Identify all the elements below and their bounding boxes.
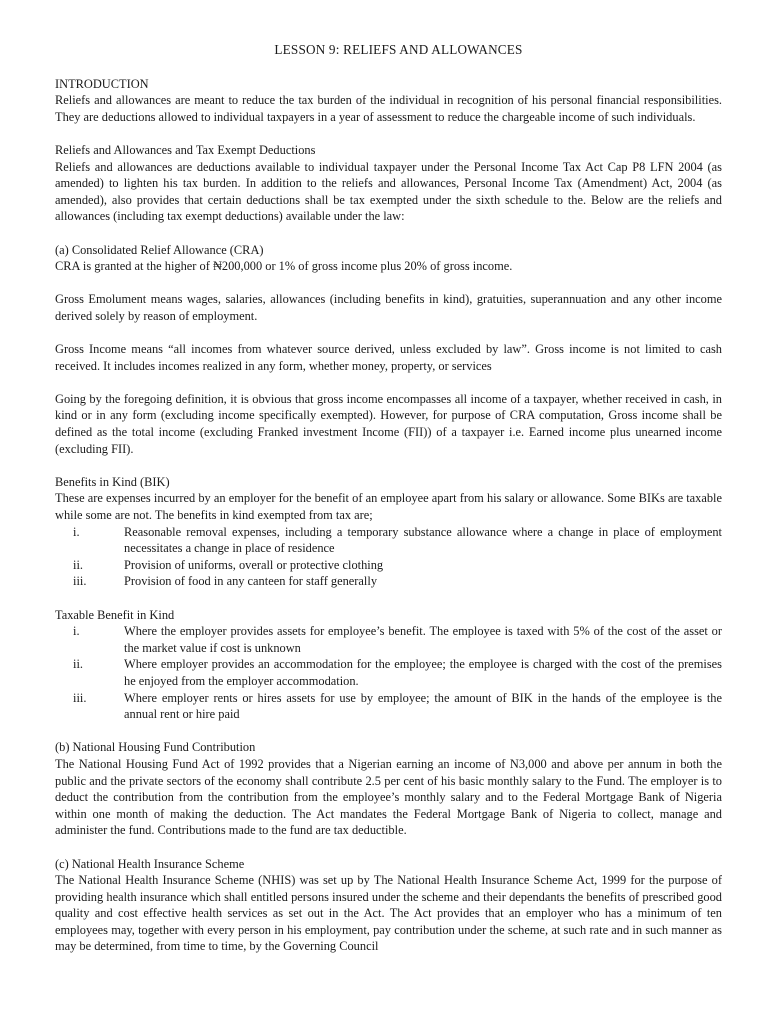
bik-intro (55, 490, 722, 523)
list-item-text: Where the employer provides assets for employee’s benefit. The employee is taxed with 5% of the cost of the asset or the market value if cost is unknown (124, 624, 722, 655)
list-item-number: iii. (73, 690, 87, 705)
section-gross-emolument (55, 291, 722, 324)
gross-income-paragraph (55, 341, 722, 374)
list-item-number: i. (73, 524, 80, 539)
section-cra (55, 242, 722, 275)
reliefs-heading: Reliefs and Allowances and Tax Exempt Deductions (55, 142, 316, 157)
bik-intro-tail: are; (351, 508, 373, 523)
nhis-text: The National Health Insurance Scheme (NHIS) was set up by The National Health Insurance Scheme Act, 1999 for the purpose of providing health insurance which shall entitled persons insured under the scheme and their dependants the benefits of prescribed good quality and cost effective health services as set out in the Act. The Act provides that an employer who has a minimum of ten employees may, together with every person in his employment, pay contribution under the scheme, at such rate and in such manner as may be determined, from time to time, by the Governing Council (55, 873, 722, 954)
introduction-heading: INTRODUCTION (55, 76, 149, 91)
bik-heading: Benefits in Kind (BIK) (55, 474, 170, 489)
list-item (55, 656, 722, 689)
list-item (55, 524, 722, 557)
section-bik (55, 474, 722, 590)
section-taxable-bik (55, 607, 722, 723)
list-item-number: ii. (73, 557, 83, 572)
section-foregoing (55, 391, 722, 457)
reliefs-text: Reliefs and allowances are deductions available to individual taxpayer under the Personal Income Tax Act Cap P8 LFN 2004 (as amended) to lighten his tax burden. In addition to the reliefs and allowances, Personal Income Tax (Amendment) Act, 2004 (as amended), also provides that certain deductions shall be tax exempted under the sixth schedule to the. Below are the reliefs and allowances (including tax exempt deductions) available under the law: (55, 159, 722, 224)
bik-intro-text: These are expenses incurred by an employer for the benefit of an employee apart from his salary or allowance. Some BIKs are taxable while some are not. The benefits in kind (55, 491, 722, 523)
taxable-bik-heading: Taxable Benefit in Kind (55, 607, 175, 622)
list-item-text: Where employer provides an accommodation for the employee; the employee is charged with the cost of the premises he enjoyed from the employer accommodation. (124, 657, 722, 688)
bik-exempt-list (55, 524, 722, 590)
cra-text: CRA is granted at the higher of ₦200,000 or 1% of gross income plus 20% of gross income. (55, 259, 513, 274)
list-item-text: Where employer rents or hires assets for use by employee; the amount of BIK in the hands of the employee is the annual rent or hire paid (124, 690, 722, 722)
page-title: LESSON 9: RELIEFS AND ALLOWANCES (274, 42, 523, 57)
list-item-number: ii. (73, 657, 83, 672)
section-introduction (55, 76, 722, 126)
list-item-text: Provision of food in any canteen for staff generally (124, 574, 378, 589)
gross-emolument-text: means wages, salaries, allowances (including benefits in kind), gratuities, superannuation and any other income derived solely by reason of employment. (55, 292, 722, 323)
list-item (55, 573, 722, 590)
cra-heading: (a) Consolidated Relief Allowance (CRA) (55, 242, 264, 257)
list-item-text: Reasonable removal expenses, including a temporary substance allowance where a change in place of employment necessitates a change in place of residence (124, 524, 722, 556)
gross-income-term: Gross Income (55, 342, 127, 357)
section-nhis (55, 856, 722, 956)
list-item (55, 690, 722, 723)
section-gross-income (55, 341, 722, 374)
list-item-number: i. (73, 624, 80, 639)
list-item-number: iii. (73, 574, 87, 589)
nhis-heading: (c) National Health Insurance Scheme (55, 856, 245, 871)
section-nhf (55, 739, 722, 839)
gross-emolument-term: Gross Emolument (55, 292, 147, 307)
introduction-text: Reliefs and allowances are meant to reduce the tax burden of the individual in recognition of his personal financial responsibilities. They are deductions allowed to individual taxpayers in a year of assessment to reduce the chargeable income of such individuals. (55, 93, 722, 124)
section-reliefs (55, 142, 722, 225)
nhf-heading: (b) National Housing Fund Contribution (55, 740, 256, 755)
foregoing-text: Going by the foregoing definition, it is obvious that gross income encompasses all income of a taxpayer, whether received in cash, in kind or in any form (excluding income specifically exempted). However, for purpose of CRA computation, Gross income shall be defined as the total income (excluding Franked investment Income (FII)) of a taxpayer i.e. Earned income plus unearned income (excluding FII). (55, 391, 722, 456)
taxable-bik-list (55, 623, 722, 723)
list-item (55, 623, 722, 656)
nhf-text: The National Housing Fund Act of 1992 provides that a Nigerian earning an income of N3,000 and above per annum in both the public and the private sectors of the economy shall contribute 2.5 per cent of his basic monthly salary to the Fund. The employer is to deduct the contribution from the contribution from the employee’s monthly salary and to the Federal Mortgage Bank of Nigeria within one month of making the deduction. The Act mandates the Federal Mortgage Bank of Nigeria to collect, manage and administer the fund. Contributions made to the fund are tax deductible. (55, 756, 722, 838)
bik-exempted-term: exempted from tax (257, 508, 352, 523)
list-item (55, 557, 722, 574)
gross-income-text: means “all incomes from whatever source derived, unless excluded by law”. Gross income is not limited to cash received. It includes incomes realized in any form, whether money, property, or services (55, 342, 722, 373)
gross-emolument-paragraph (55, 291, 722, 324)
list-item-text: Provision of uniforms, overall or protective clothing (124, 557, 384, 572)
